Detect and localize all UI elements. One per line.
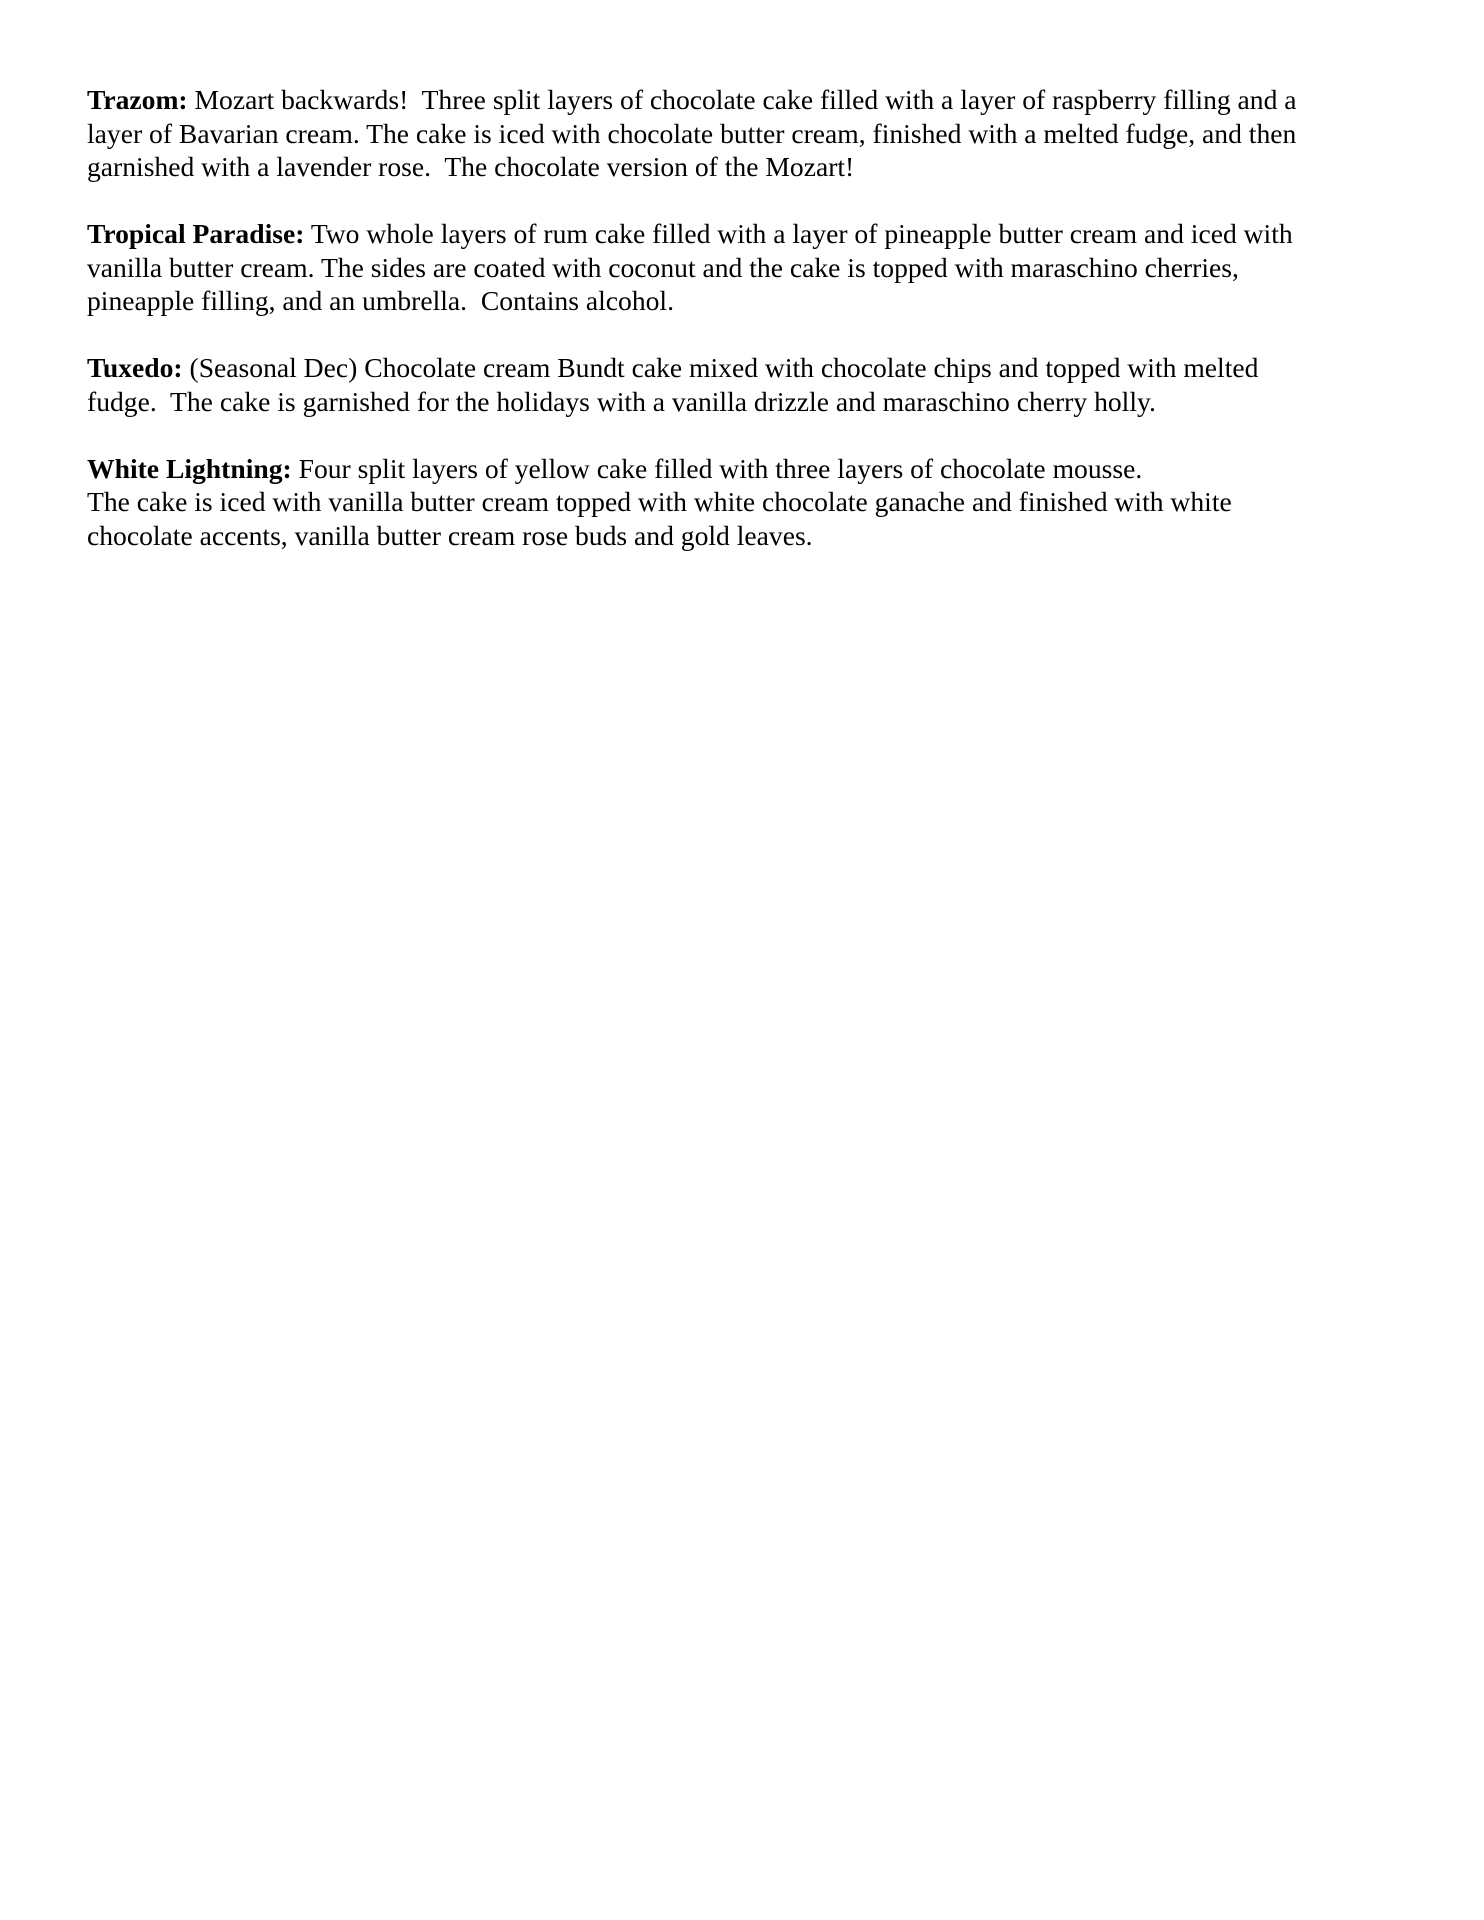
entry-title: Trazom: xyxy=(87,84,188,115)
entry-line: vanilla butter cream. The sides are coated with coconut and the cake is topped with maraschino cherries, xyxy=(87,251,1239,283)
entry-title: Tuxedo: xyxy=(87,352,183,383)
entry-text: Four split layers of yellow cake filled with three layers of chocolate mousse. xyxy=(291,452,1143,484)
entry-text: (Seasonal Dec) Chocolate cream Bundt cake mixed with chocolate chips and topped with melted xyxy=(182,352,1259,383)
entry-line: The cake is iced with vanilla butter cream topped with white chocolate ganache and finished with white xyxy=(87,486,1232,517)
entry-line xyxy=(87,351,1407,385)
entry-white-lightning xyxy=(87,452,1407,553)
entry-line xyxy=(87,217,1407,251)
entry-title: Tropical Paradise: xyxy=(87,218,305,249)
entry-line: chocolate accents, vanilla butter cream rose buds and gold leaves. xyxy=(87,519,813,551)
entry-text: Two whole layers of rum cake filled with a layer of pineapple butter cream and iced with xyxy=(304,218,1293,249)
entry-line: layer of Bavarian cream. The cake is iced with chocolate butter cream, finished with a melted fudge, and then xyxy=(87,117,1297,149)
entry-line: fudge. The cake is garnished for the holidays with a vanilla drizzle and maraschino cherry holly. xyxy=(87,385,1156,417)
entry-line: garnished with a lavender rose. The chocolate version of the Mozart! xyxy=(87,151,855,182)
entry-title: White Lightning: xyxy=(87,452,292,484)
entry-line: pineapple filling, and an umbrella. Contains alcohol. xyxy=(87,285,674,316)
entry-trazom xyxy=(87,83,1407,184)
entry-tuxedo xyxy=(87,351,1407,418)
cake-descriptions xyxy=(87,83,1407,586)
entry-line xyxy=(87,83,1407,117)
entry-tropical-paradise xyxy=(87,217,1407,318)
entry-line xyxy=(87,452,1407,486)
entry-text: Mozart backwards! Three split layers of chocolate cake filled with a layer of raspberry filling and a xyxy=(187,84,1297,115)
